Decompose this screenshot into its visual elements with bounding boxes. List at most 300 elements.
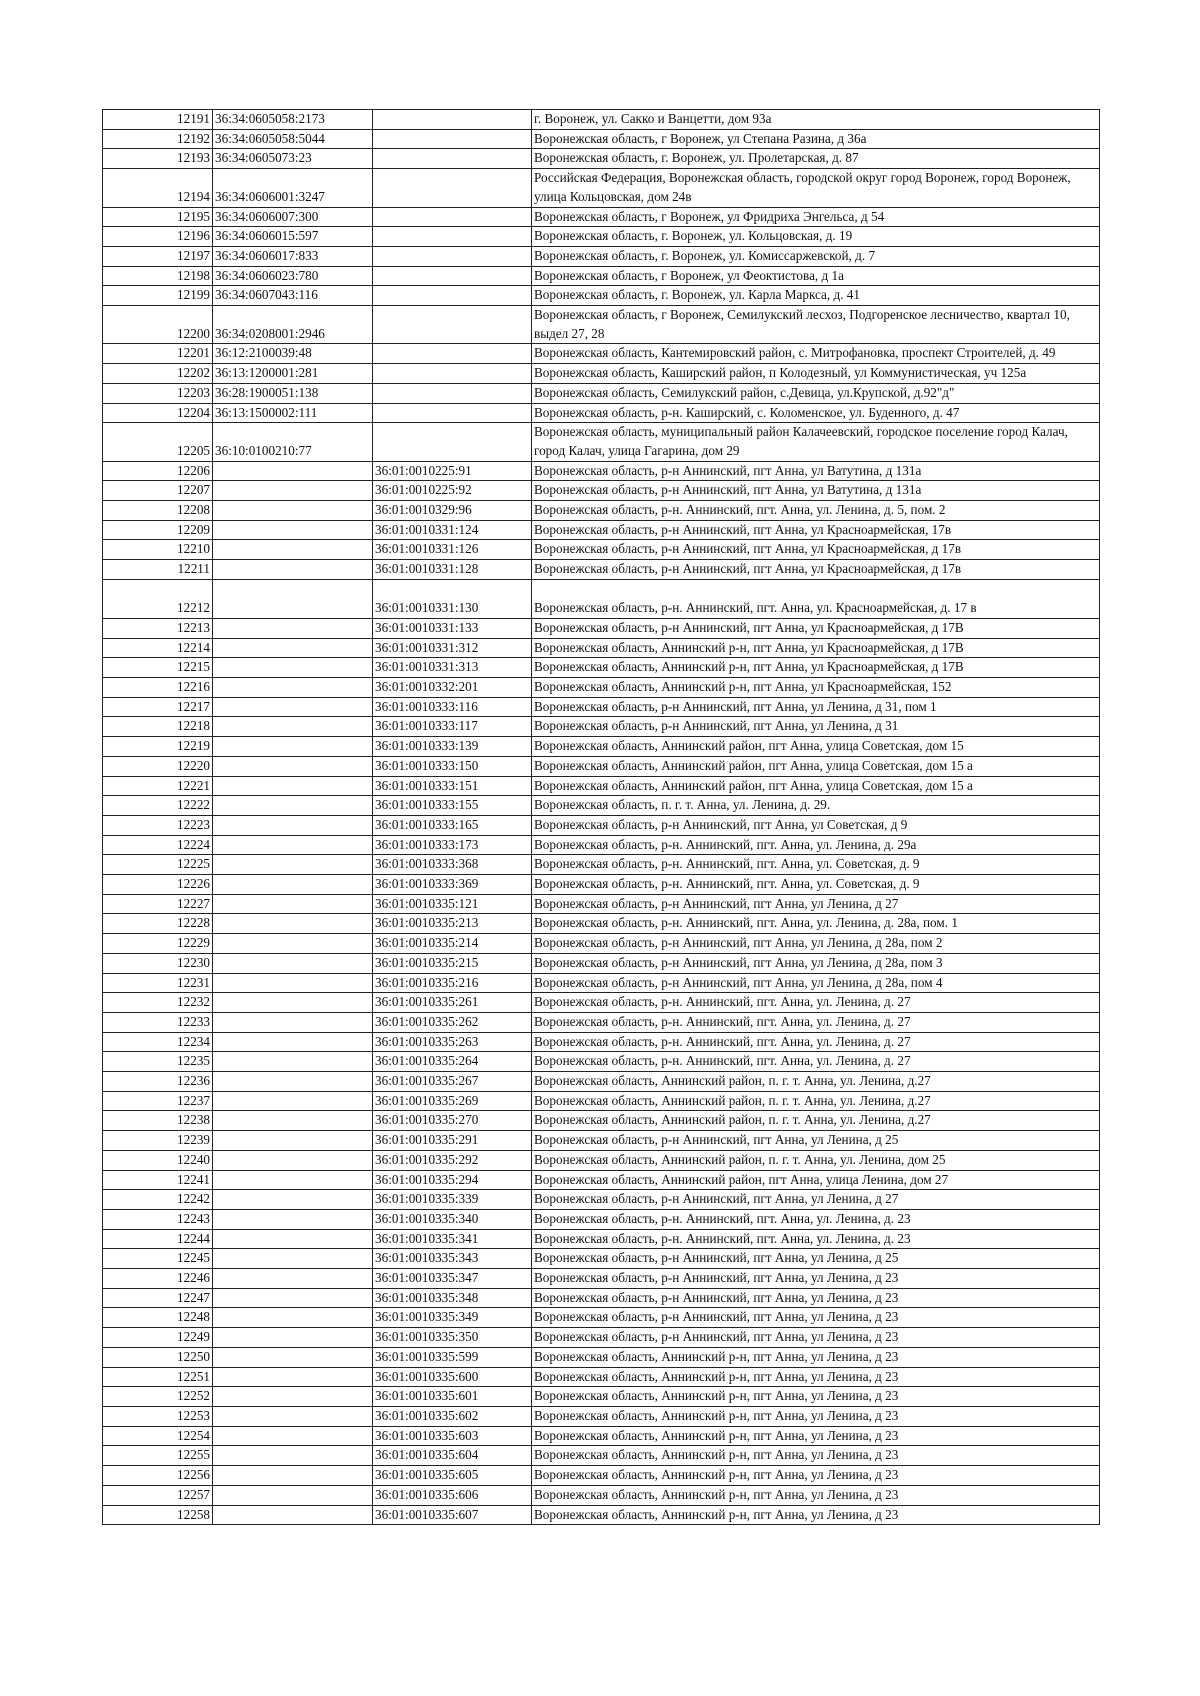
- cadastral-number-2-cell: 36:01:0010332:201: [373, 677, 532, 697]
- cadastral-number-2-cell: [373, 129, 532, 149]
- row-number-cell: 12226: [103, 875, 213, 895]
- cadastral-number-cell: [213, 875, 373, 895]
- table-row: [103, 481, 1100, 501]
- cadastral-number-2-cell: [373, 207, 532, 227]
- table-row: [103, 914, 1100, 934]
- cadastral-number-2-cell: 36:01:0010335:606: [373, 1485, 532, 1505]
- row-number-cell: 12220: [103, 756, 213, 776]
- cadastral-number-2-cell: 36:01:0010225:91: [373, 461, 532, 481]
- address-cell: Воронежская область, г. Воронеж, ул. Кольцовская, д. 19: [532, 227, 1100, 247]
- row-number-cell: 12196: [103, 227, 213, 247]
- address-cell: Воронежская область, р-н. Каширский, с. Коломенское, ул. Буденного, д. 47: [532, 403, 1100, 423]
- row-number-cell: 12224: [103, 835, 213, 855]
- table-row: [103, 207, 1100, 227]
- cadastral-number-cell: [213, 579, 373, 618]
- address-cell: Воронежская область, Аннинский р-н, пгт Анна, ул Ленина, д 23: [532, 1446, 1100, 1466]
- cadastral-number-cell: [213, 560, 373, 580]
- address-cell: Воронежская область, р-н. Аннинский, пгт. Анна, ул. Ленина, д. 5, пом. 2: [532, 501, 1100, 521]
- table-row: [103, 1466, 1100, 1486]
- row-number-cell: 12234: [103, 1032, 213, 1052]
- address-cell: Воронежская область, р-н Аннинский, пгт Анна, ул Ленина, д 31: [532, 717, 1100, 737]
- cadastral-number-cell: [213, 973, 373, 993]
- table-row: [103, 403, 1100, 423]
- cadastral-number-2-cell: 36:01:0010335:263: [373, 1032, 532, 1052]
- address-cell: Воронежская область, р-н Аннинский, пгт Анна, ул Ленина, д 31, пом 1: [532, 697, 1100, 717]
- cadastral-number-2-cell: 36:01:0010335:339: [373, 1190, 532, 1210]
- cadastral-number-cell: 36:34:0208001:2946: [213, 306, 373, 344]
- row-number-cell: 12199: [103, 286, 213, 306]
- table-row: [103, 1269, 1100, 1289]
- table-row: [103, 796, 1100, 816]
- cadastral-number-2-cell: [373, 246, 532, 266]
- address-cell: Воронежская область, р-н Аннинский, пгт Анна, ул Ленина, д 25: [532, 1131, 1100, 1151]
- cadastral-number-2-cell: [373, 227, 532, 247]
- row-number-cell: 12243: [103, 1209, 213, 1229]
- table-row: [103, 560, 1100, 580]
- cadastral-number-cell: 36:13:1200001:281: [213, 364, 373, 384]
- address-cell: Воронежская область, г Воронеж, ул Феоктистова, д 1а: [532, 266, 1100, 286]
- table-row: [103, 169, 1100, 207]
- cadastral-number-cell: [213, 1131, 373, 1151]
- cadastral-number-cell: [213, 677, 373, 697]
- row-number-cell: 12209: [103, 520, 213, 540]
- address-cell: Воронежская область, Аннинский район, пгт Анна, улица Советская, дом 15: [532, 737, 1100, 757]
- address-cell: Воронежская область, Аннинский район, пгт Анна, улица Советская, дом 15 а: [532, 756, 1100, 776]
- cadastral-number-2-cell: 36:01:0010333:116: [373, 697, 532, 717]
- cadastral-number-2-cell: 36:01:0010333:155: [373, 796, 532, 816]
- table-row: [103, 364, 1100, 384]
- row-number-cell: 12195: [103, 207, 213, 227]
- row-number-cell: 12231: [103, 973, 213, 993]
- cadastral-number-2-cell: 36:01:0010335:604: [373, 1446, 532, 1466]
- cadastral-number-2-cell: [373, 149, 532, 169]
- cadastral-number-cell: [213, 461, 373, 481]
- cadastral-number-2-cell: 36:01:0010335:347: [373, 1269, 532, 1289]
- cadastral-number-2-cell: 36:01:0010333:369: [373, 875, 532, 895]
- row-number-cell: 12245: [103, 1249, 213, 1269]
- row-number-cell: 12193: [103, 149, 213, 169]
- cadastral-number-2-cell: 36:01:0010333:165: [373, 815, 532, 835]
- address-cell: Воронежская область, Аннинский р-н, пгт Анна, ул Красноармейская, д 17В: [532, 658, 1100, 678]
- table-row: [103, 697, 1100, 717]
- table-row: [103, 129, 1100, 149]
- cadastral-number-cell: [213, 1308, 373, 1328]
- address-cell: Воронежская область, п. г. т. Анна, ул. Ленина, д. 29.: [532, 796, 1100, 816]
- cadastral-number-cell: [213, 540, 373, 560]
- cadastral-number-2-cell: 36:01:0010331:313: [373, 658, 532, 678]
- cadastral-number-cell: [213, 618, 373, 638]
- table-row: [103, 934, 1100, 954]
- row-number-cell: 12258: [103, 1505, 213, 1525]
- cadastral-number-cell: [213, 934, 373, 954]
- address-cell: Воронежская область, р-н. Аннинский, пгт. Анна, ул. Ленина, д. 23: [532, 1209, 1100, 1229]
- address-cell: Воронежская область, г. Воронеж, ул. Пролетарская, д. 87: [532, 149, 1100, 169]
- cadastral-number-cell: [213, 835, 373, 855]
- table-row: [103, 110, 1100, 130]
- address-cell: Воронежская область, Аннинский р-н, пгт Анна, ул Ленина, д 23: [532, 1367, 1100, 1387]
- row-number-cell: 12235: [103, 1052, 213, 1072]
- address-cell: Воронежская область, р-н Аннинский, пгт Анна, ул Ватутина, д 131а: [532, 481, 1100, 501]
- cadastral-number-cell: [213, 1209, 373, 1229]
- cadastral-number-2-cell: 36:01:0010335:601: [373, 1387, 532, 1407]
- cadastral-number-2-cell: 36:01:0010335:291: [373, 1131, 532, 1151]
- cadastral-number-2-cell: 36:01:0010225:92: [373, 481, 532, 501]
- cadastral-number-2-cell: 36:01:0010333:173: [373, 835, 532, 855]
- address-cell: Воронежская область, р-н Аннинский, пгт Анна, ул Ленина, д 23: [532, 1288, 1100, 1308]
- table-row: [103, 618, 1100, 638]
- cadastral-number-cell: 36:34:0607043:116: [213, 286, 373, 306]
- table-row: [103, 1387, 1100, 1407]
- cadastral-number-2-cell: [373, 423, 532, 461]
- row-number-cell: 12228: [103, 914, 213, 934]
- row-number-cell: 12201: [103, 344, 213, 364]
- cadastral-number-cell: [213, 1012, 373, 1032]
- row-number-cell: 12241: [103, 1170, 213, 1190]
- address-cell: Воронежская область, Аннинский район, п. г. т. Анна, ул. Ленина, д.27: [532, 1072, 1100, 1092]
- cadastral-number-cell: [213, 1170, 373, 1190]
- cadastral-number-cell: [213, 815, 373, 835]
- address-cell: Воронежская область, Аннинский р-н, пгт Анна, ул Ленина, д 23: [532, 1347, 1100, 1367]
- cadastral-number-2-cell: 36:01:0010335:264: [373, 1052, 532, 1072]
- address-cell: Воронежская область, р-н. Аннинский, пгт. Анна, ул. Ленина, д. 23: [532, 1229, 1100, 1249]
- cadastral-number-cell: [213, 1288, 373, 1308]
- table-row: [103, 501, 1100, 521]
- row-number-cell: 12250: [103, 1347, 213, 1367]
- table-row: [103, 1209, 1100, 1229]
- table-row: [103, 1190, 1100, 1210]
- address-cell: Воронежская область, Аннинский район, пгт Анна, улица Советская, дом 15 а: [532, 776, 1100, 796]
- row-number-cell: 12191: [103, 110, 213, 130]
- table-row: [103, 227, 1100, 247]
- address-cell: Воронежская область, р-н Аннинский, пгт Анна, ул Ленина, д 28а, пом 4: [532, 973, 1100, 993]
- address-cell: Воронежская область, р-н. Аннинский, пгт. Анна, ул. Ленина, д. 27: [532, 1052, 1100, 1072]
- address-cell: Воронежская область, Семилукский район, с.Девица, ул.Крупской, д.92"д": [532, 383, 1100, 403]
- table-row: [103, 973, 1100, 993]
- cadastral-number-cell: [213, 638, 373, 658]
- address-cell: Воронежская область, Аннинский р-н, пгт Анна, ул Ленина, д 23: [532, 1505, 1100, 1525]
- table-row: [103, 1288, 1100, 1308]
- cadastral-number-cell: [213, 1387, 373, 1407]
- table-row: [103, 383, 1100, 403]
- cadastral-number-cell: [213, 1091, 373, 1111]
- address-cell: Воронежская область, г Воронеж, ул Фридриха Энгельса, д 54: [532, 207, 1100, 227]
- cadastral-number-2-cell: 36:01:0010335:270: [373, 1111, 532, 1131]
- address-cell: Российская Федерация, Воронежская область, городской округ город Воронеж, город Воронеж, улица Кольцовская, дом 24в: [532, 169, 1100, 207]
- cadastral-number-cell: 36:34:0606007:300: [213, 207, 373, 227]
- table-row: [103, 423, 1100, 461]
- address-cell: Воронежская область, г. Воронеж, ул. Комиссаржевской, д. 7: [532, 246, 1100, 266]
- row-number-cell: 12252: [103, 1387, 213, 1407]
- table-row: [103, 1367, 1100, 1387]
- address-cell: г. Воронеж, ул. Сакко и Ванцетти, дом 93а: [532, 110, 1100, 130]
- cadastral-number-2-cell: 36:01:0010335:262: [373, 1012, 532, 1032]
- row-number-cell: 12238: [103, 1111, 213, 1131]
- cadastral-number-2-cell: 36:01:0010333:117: [373, 717, 532, 737]
- address-cell: Воронежская область, р-н. Аннинский, пгт. Анна, ул. Ленина, д. 27: [532, 1012, 1100, 1032]
- table-row: [103, 1407, 1100, 1427]
- table-row: [103, 1052, 1100, 1072]
- cadastral-number-cell: [213, 1072, 373, 1092]
- address-cell: Воронежская область, Аннинский р-н, пгт Анна, ул Красноармейская, 152: [532, 677, 1100, 697]
- table-row: [103, 1072, 1100, 1092]
- row-number-cell: 12194: [103, 169, 213, 207]
- table-row: [103, 1347, 1100, 1367]
- cadastral-number-2-cell: 36:01:0010335:600: [373, 1367, 532, 1387]
- cadastral-number-cell: 36:34:0605058:2173: [213, 110, 373, 130]
- cadastral-number-cell: 36:13:1500002:111: [213, 403, 373, 423]
- row-number-cell: 12197: [103, 246, 213, 266]
- address-cell: Воронежская область, Аннинский район, пгт Анна, улица Ленина, дом 27: [532, 1170, 1100, 1190]
- row-number-cell: 12249: [103, 1328, 213, 1348]
- cadastral-number-cell: [213, 1052, 373, 1072]
- cadastral-number-2-cell: 36:01:0010335:602: [373, 1407, 532, 1427]
- address-cell: Воронежская область, р-н Аннинский, пгт Анна, ул Ленина, д 27: [532, 894, 1100, 914]
- row-number-cell: 12248: [103, 1308, 213, 1328]
- address-cell: Воронежская область, р-н. Аннинский, пгт. Анна, ул. Советская, д. 9: [532, 875, 1100, 895]
- cadastral-number-cell: 36:34:0606015:597: [213, 227, 373, 247]
- table-row: [103, 953, 1100, 973]
- cadastral-number-cell: [213, 953, 373, 973]
- table-row: [103, 1229, 1100, 1249]
- row-number-cell: 12246: [103, 1269, 213, 1289]
- cadastral-number-2-cell: 36:01:0010331:312: [373, 638, 532, 658]
- cadastral-number-cell: [213, 1111, 373, 1131]
- cadastral-number-2-cell: [373, 306, 532, 344]
- table-row: [103, 461, 1100, 481]
- cadastral-number-cell: [213, 501, 373, 521]
- cadastral-number-2-cell: 36:01:0010335:343: [373, 1249, 532, 1269]
- address-cell: Воронежская область, Кантемировский район, с. Митрофановка, проспект Строителей, д. 49: [532, 344, 1100, 364]
- address-cell: Воронежская область, г Воронеж, ул Степана Разина, д 36а: [532, 129, 1100, 149]
- cadastral-number-cell: [213, 520, 373, 540]
- table-row: [103, 875, 1100, 895]
- cadastral-number-2-cell: 36:01:0010331:130: [373, 579, 532, 618]
- cadastral-number-cell: [213, 481, 373, 501]
- row-number-cell: 12210: [103, 540, 213, 560]
- address-cell: Воронежская область, Аннинский р-н, пгт Анна, ул Ленина, д 23: [532, 1426, 1100, 1446]
- cadastral-number-cell: [213, 1269, 373, 1289]
- table-row: [103, 717, 1100, 737]
- cadastral-number-cell: [213, 894, 373, 914]
- cadastral-number-cell: [213, 1407, 373, 1427]
- table-row: [103, 1091, 1100, 1111]
- row-number-cell: 12219: [103, 737, 213, 757]
- row-number-cell: 12229: [103, 934, 213, 954]
- cadastral-number-2-cell: 36:01:0010335:603: [373, 1426, 532, 1446]
- address-cell: Воронежская область, р-н Аннинский, пгт Анна, ул Красноармейская, д 17в: [532, 560, 1100, 580]
- row-number-cell: 12214: [103, 638, 213, 658]
- cadastral-number-cell: 36:10:0100210:77: [213, 423, 373, 461]
- table-row: [103, 677, 1100, 697]
- cadastral-number-cell: [213, 796, 373, 816]
- row-number-cell: 12208: [103, 501, 213, 521]
- row-number-cell: 12213: [103, 618, 213, 638]
- table-row: [103, 1505, 1100, 1525]
- table-row: [103, 1328, 1100, 1348]
- row-number-cell: 12254: [103, 1426, 213, 1446]
- table-row: [103, 855, 1100, 875]
- cadastral-number-cell: 36:34:0606023:780: [213, 266, 373, 286]
- table-row: [103, 1446, 1100, 1466]
- row-number-cell: 12251: [103, 1367, 213, 1387]
- cadastral-number-2-cell: 36:01:0010335:292: [373, 1150, 532, 1170]
- cadastral-number-cell: [213, 776, 373, 796]
- row-number-cell: 12242: [103, 1190, 213, 1210]
- cadastral-number-2-cell: 36:01:0010331:133: [373, 618, 532, 638]
- row-number-cell: 12211: [103, 560, 213, 580]
- address-cell: Воронежская область, р-н. Аннинский, пгт. Анна, ул. Советская, д. 9: [532, 855, 1100, 875]
- cadastral-number-2-cell: 36:01:0010335:341: [373, 1229, 532, 1249]
- address-cell: Воронежская область, Аннинский р-н, пгт Анна, ул Ленина, д 23: [532, 1485, 1100, 1505]
- cadastral-number-2-cell: [373, 169, 532, 207]
- cadastral-number-cell: [213, 1190, 373, 1210]
- cadastral-number-2-cell: [373, 286, 532, 306]
- row-number-cell: 12255: [103, 1446, 213, 1466]
- row-number-cell: 12202: [103, 364, 213, 384]
- address-cell: Воронежская область, р-н Аннинский, пгт Анна, ул Ленина, д 28а, пом 2: [532, 934, 1100, 954]
- address-cell: Воронежская область, Аннинский р-н, пгт Анна, ул Красноармейская, д 17В: [532, 638, 1100, 658]
- registry-table-body: [103, 110, 1100, 1525]
- cadastral-number-2-cell: 36:01:0010335:349: [373, 1308, 532, 1328]
- table-row: [103, 306, 1100, 344]
- cadastral-number-2-cell: 36:01:0010333:139: [373, 737, 532, 757]
- row-number-cell: 12225: [103, 855, 213, 875]
- address-cell: Воронежская область, Каширский район, п Колодезный, ул Коммунистическая, уч 125а: [532, 364, 1100, 384]
- row-number-cell: 12240: [103, 1150, 213, 1170]
- cadastral-number-2-cell: 36:01:0010333:151: [373, 776, 532, 796]
- cadastral-number-2-cell: [373, 364, 532, 384]
- cadastral-number-2-cell: [373, 403, 532, 423]
- row-number-cell: 12207: [103, 481, 213, 501]
- row-number-cell: 12257: [103, 1485, 213, 1505]
- table-row: [103, 1131, 1100, 1151]
- row-number-cell: 12206: [103, 461, 213, 481]
- row-number-cell: 12237: [103, 1091, 213, 1111]
- table-row: [103, 1012, 1100, 1032]
- cadastral-number-cell: 36:34:0605073:23: [213, 149, 373, 169]
- row-number-cell: 12253: [103, 1407, 213, 1427]
- row-number-cell: 12233: [103, 1012, 213, 1032]
- table-row: [103, 658, 1100, 678]
- row-number-cell: 12198: [103, 266, 213, 286]
- row-number-cell: 12212: [103, 579, 213, 618]
- row-number-cell: 12232: [103, 993, 213, 1013]
- table-row: [103, 1249, 1100, 1269]
- cadastral-number-2-cell: 36:01:0010335:269: [373, 1091, 532, 1111]
- address-cell: Воронежская область, Аннинский р-н, пгт Анна, ул Ленина, д 23: [532, 1387, 1100, 1407]
- cadastral-number-cell: [213, 993, 373, 1013]
- cadastral-number-2-cell: 36:01:0010335:215: [373, 953, 532, 973]
- cadastral-number-cell: [213, 914, 373, 934]
- cadastral-number-cell: 36:34:0606017:833: [213, 246, 373, 266]
- table-row: [103, 1426, 1100, 1446]
- cadastral-number-2-cell: 36:01:0010331:124: [373, 520, 532, 540]
- table-row: [103, 638, 1100, 658]
- table-row: [103, 1111, 1100, 1131]
- row-number-cell: 12205: [103, 423, 213, 461]
- table-row: [103, 815, 1100, 835]
- table-row: [103, 520, 1100, 540]
- cadastral-number-cell: 36:12:2100039:48: [213, 344, 373, 364]
- row-number-cell: 12244: [103, 1229, 213, 1249]
- address-cell: Воронежская область, Аннинский р-н, пгт Анна, ул Ленина, д 23: [532, 1407, 1100, 1427]
- cadastral-number-cell: [213, 658, 373, 678]
- table-row: [103, 246, 1100, 266]
- cadastral-number-2-cell: 36:01:0010335:213: [373, 914, 532, 934]
- cadastral-number-2-cell: [373, 266, 532, 286]
- row-number-cell: 12230: [103, 953, 213, 973]
- cadastral-number-cell: [213, 855, 373, 875]
- row-number-cell: 12239: [103, 1131, 213, 1151]
- row-number-cell: 12192: [103, 129, 213, 149]
- cadastral-number-2-cell: 36:01:0010331:128: [373, 560, 532, 580]
- cadastral-number-cell: [213, 1367, 373, 1387]
- cadastral-number-cell: [213, 1032, 373, 1052]
- address-cell: Воронежская область, р-н. Аннинский, пгт. Анна, ул. Ленина, д. 27: [532, 993, 1100, 1013]
- cadastral-number-cell: [213, 1505, 373, 1525]
- cadastral-number-cell: [213, 737, 373, 757]
- row-number-cell: 12222: [103, 796, 213, 816]
- table-row: [103, 894, 1100, 914]
- cadastral-number-cell: [213, 717, 373, 737]
- row-number-cell: 12200: [103, 306, 213, 344]
- address-cell: Воронежская область, муниципальный район Калачеевский, городское поселение город Калач, город Калач, улица Гагарина, дом 29: [532, 423, 1100, 461]
- row-number-cell: 12247: [103, 1288, 213, 1308]
- address-cell: Воронежская область, р-н Аннинский, пгт Анна, ул Ленина, д 27: [532, 1190, 1100, 1210]
- row-number-cell: 12256: [103, 1466, 213, 1486]
- cadastral-number-2-cell: 36:01:0010333:150: [373, 756, 532, 776]
- row-number-cell: 12203: [103, 383, 213, 403]
- table-row: [103, 835, 1100, 855]
- cadastral-number-cell: [213, 756, 373, 776]
- table-row: [103, 344, 1100, 364]
- cadastral-number-2-cell: [373, 110, 532, 130]
- cadastral-number-2-cell: 36:01:0010331:126: [373, 540, 532, 560]
- cadastral-number-cell: [213, 1249, 373, 1269]
- row-number-cell: 12218: [103, 717, 213, 737]
- cadastral-number-cell: [213, 1426, 373, 1446]
- cadastral-number-2-cell: [373, 383, 532, 403]
- address-cell: Воронежская область, р-н Аннинский, пгт Анна, ул Красноармейская, д 17В: [532, 618, 1100, 638]
- cadastral-number-2-cell: 36:01:0010335:121: [373, 894, 532, 914]
- cadastral-number-cell: [213, 697, 373, 717]
- registry-table: [102, 109, 1100, 1525]
- address-cell: Воронежская область, р-н Аннинский, пгт Анна, ул Ленина, д 23: [532, 1308, 1100, 1328]
- cadastral-number-2-cell: 36:01:0010335:605: [373, 1466, 532, 1486]
- cadastral-number-cell: [213, 1229, 373, 1249]
- address-cell: Воронежская область, р-н Аннинский, пгт Анна, ул Ватутина, д 131а: [532, 461, 1100, 481]
- address-cell: Воронежская область, р-н Аннинский, пгт Анна, ул Красноармейская, 17в: [532, 520, 1100, 540]
- table-row: [103, 1308, 1100, 1328]
- address-cell: Воронежская область, р-н. Аннинский, пгт. Анна, ул. Красноармейская, д. 17 в: [532, 579, 1100, 618]
- cadastral-number-2-cell: 36:01:0010335:599: [373, 1347, 532, 1367]
- cadastral-number-cell: 36:34:0605058:5044: [213, 129, 373, 149]
- table-row: [103, 266, 1100, 286]
- address-cell: Воронежская область, р-н. Аннинский, пгт. Анна, ул. Ленина, д. 28а, пом. 1: [532, 914, 1100, 934]
- cadastral-number-2-cell: 36:01:0010333:368: [373, 855, 532, 875]
- address-cell: Воронежская область, р-н Аннинский, пгт Анна, ул Ленина, д 28а, пом 3: [532, 953, 1100, 973]
- address-cell: Воронежская область, р-н Аннинский, пгт Анна, ул Ленина, д 23: [532, 1269, 1100, 1289]
- cadastral-number-2-cell: 36:01:0010329:96: [373, 501, 532, 521]
- cadastral-number-cell: [213, 1466, 373, 1486]
- address-cell: Воронежская область, Аннинский район, п. г. т. Анна, ул. Ленина, дом 25: [532, 1150, 1100, 1170]
- cadastral-number-2-cell: 36:01:0010335:214: [373, 934, 532, 954]
- address-cell: Воронежская область, р-н Аннинский, пгт Анна, ул Красноармейская, д 17в: [532, 540, 1100, 560]
- cadastral-number-2-cell: 36:01:0010335:340: [373, 1209, 532, 1229]
- cadastral-number-2-cell: 36:01:0010335:267: [373, 1072, 532, 1092]
- table-row: [103, 1032, 1100, 1052]
- address-cell: Воронежская область, Аннинский район, п. г. т. Анна, ул. Ленина, д.27: [532, 1111, 1100, 1131]
